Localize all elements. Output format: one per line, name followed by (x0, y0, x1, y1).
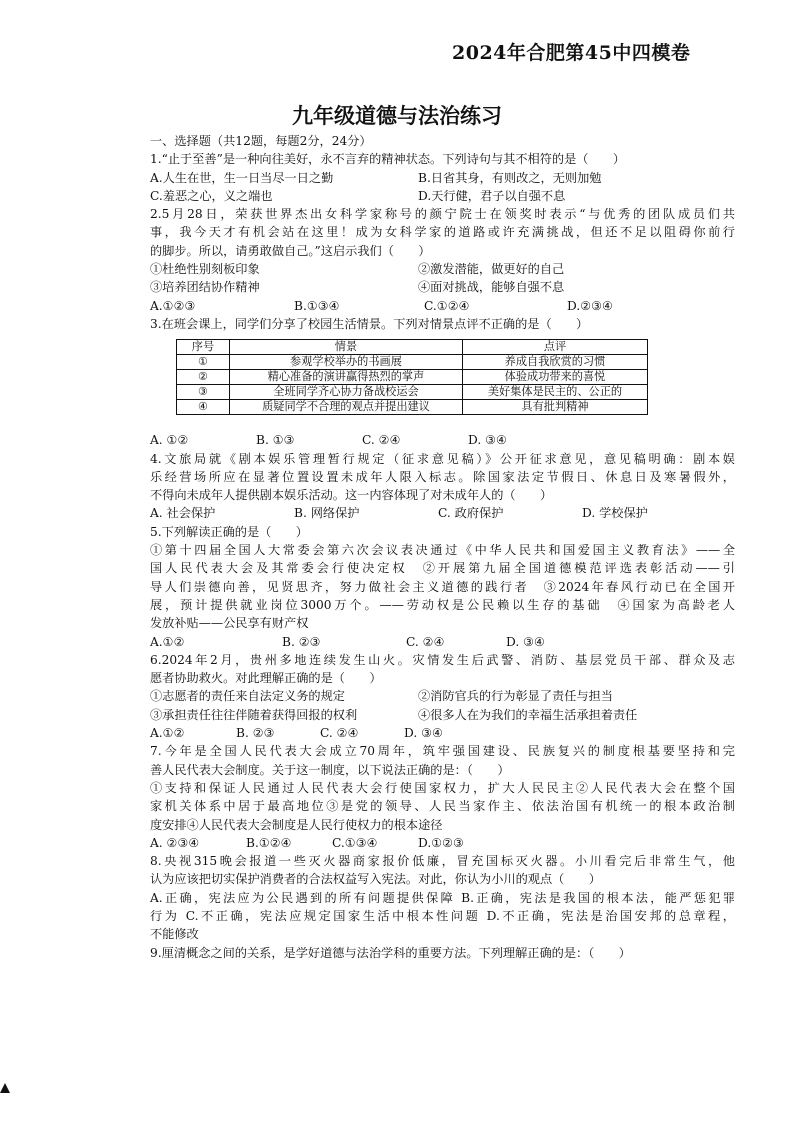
question-3-option-d: D. ③④ (468, 433, 507, 448)
question-4-stem-line-2: 乐经营场所应在显著位置设置未成年人限入标志。除国家法定节假日、休息日及寒暑假外， (150, 469, 735, 484)
question-5-stem: 5.下列解读正确的是（ ） (150, 524, 308, 539)
question-9-stem: 9.厘清概念之间的关系，是学好道德与法治学科的重要方法。下列理解正确的是：（ ） (150, 945, 631, 960)
scenario-table (176, 339, 648, 415)
question-6-stem-line-1: 6.2024年2月，贵州多地连续发生山火。灾情发生后武警、消防、基层党员干部、群众及志 (150, 652, 735, 667)
question-7-stem-line-1: 7.今年是全国人民代表大会成立70周年，筑牢强国建设、民族复兴的制度根基要坚持和完 (150, 744, 735, 759)
table-cell-comment: 体验成功带来的喜悦 (463, 370, 648, 385)
question-7-line-1: ①支持和保证人民通过人民代表大会行使国家权力，扩大人民民主②人民代表大会在整个国 (150, 780, 735, 795)
question-7-stem-line-2: 善人民代表大会制度。关于这一制度，以下说法正确的是：（ ） (150, 762, 510, 777)
question-2-stem-line-3: 的脚步。所以，请勇敢做自己。”这启示我们（ ） (150, 243, 431, 258)
table-cell-no: ③ (177, 385, 230, 400)
question-2-statements-row-1 (150, 260, 735, 278)
table-row (177, 385, 648, 400)
question-1-option-c: C.羞恶之心，义之端也 (150, 188, 273, 203)
table-header-no: 序号 (177, 340, 230, 355)
question-4-option-b: B. 网络保护 (294, 506, 360, 521)
question-8-stem-line-1: 8.央视315晚会报道一些灭火器商家报价低廉，冒充国标灭火器。小川看完后非常生气，他 (150, 854, 735, 869)
question-6-stem-line-2: 愿者协助救火。对此理解正确的是（ ） (150, 671, 382, 686)
question-1-options-row-2 (150, 187, 735, 205)
question-7-option-c: C.①③④ (332, 835, 378, 850)
question-7-option-a: A. ②③④ (150, 835, 200, 850)
question-8-stem-line-2: 认为应该把切实保护消费者的合法权益写入宪法。对此，你认为小川的观点（ ） (150, 872, 601, 887)
question-5-options (150, 633, 735, 651)
question-2-stem-line-1: 2.5月28日，荣获世界杰出女科学家称号的颜宁院士在领奖时表示“与优秀的团队成员们共 (150, 207, 735, 222)
question-2-stem-line-2: 事，我今天才有机会站在这里！成为女科学家的道路或许充满挑战，但还不足以阻碍你前行 (150, 225, 735, 240)
question-4-option-a: A. 社会保护 (150, 506, 216, 521)
question-2-statement-1: ①杜绝性别刻板印象 (150, 262, 260, 277)
question-6-option-b: B. ②③ (236, 726, 275, 741)
question-6-options (150, 724, 735, 742)
question-2-statement-2: ②激发潜能，做更好的自己 (418, 262, 565, 277)
question-4-option-c: C. 政府保护 (438, 506, 504, 521)
question-3-option-c: C. ②④ (362, 433, 401, 448)
section-heading: 一、选择题（共12题，每题2分，24分） (150, 134, 372, 148)
question-7-option-d: D.①②③ (418, 835, 464, 850)
question-8-line-1: A.正确，宪法应为公民遇到的所有问题提供保障 B.正确，宪法是我国的根本法，能严惩犯罪 (150, 890, 735, 905)
question-6-statement-4: ④很多人在为我们的幸福生活承担着责任 (418, 707, 638, 722)
question-8-line-2: 行为 C.不正确，宪法应规定国家生活中根本性问题 D.不正确，宪法是治国安邦的总章程， (150, 908, 735, 923)
question-5-option-b: B. ②③ (282, 634, 321, 649)
question-6-statements-row-1 (150, 687, 735, 705)
exam-title: 九年级道德与法治练习 (292, 103, 502, 128)
question-1-option-a: A.人生在世，生一日当尽一日之勤 (150, 170, 334, 185)
exam-name-header: 2024年合肥第45中四模卷 (452, 42, 691, 64)
question-5-line-1: ①第十四届全国人大常委会第六次会议表决通过《中华人民共和国爱国主义教育法》——全 (150, 543, 735, 558)
question-1-stem: 1.“止于至善”是一种向往美好，永不言弃的精神状态。下列诗句与其不相符的是（ ） (150, 152, 626, 167)
question-2-option-d: D.②③④ (567, 298, 613, 313)
question-6-option-d: D. ③④ (404, 726, 443, 741)
question-6-statement-2: ②消防官兵的行为彰显了责任与担当 (418, 689, 613, 704)
question-2-options (150, 297, 735, 315)
question-7-option-b: B.①②④ (246, 835, 292, 850)
table-cell-scene: 精心准备的演讲赢得热烈的掌声 (230, 370, 463, 385)
table-header-row (177, 340, 648, 355)
question-1-option-b: B.日省其身，有则改之，无则加勉 (418, 170, 602, 185)
table-cell-scene: 参观学校举办的书画展 (230, 355, 463, 370)
question-5-option-c: C. ②④ (406, 634, 445, 649)
table-cell-no: ④ (177, 400, 230, 415)
question-5-option-d: D. ③④ (506, 634, 545, 649)
question-6-option-a: A.①② (150, 726, 185, 741)
question-5-line-5: 发放补贴——公民享有财产权 (150, 616, 309, 631)
table-cell-no: ② (177, 370, 230, 385)
question-2-option-a: A.①②③ (150, 298, 196, 313)
question-8-line-3: 不能修改 (150, 927, 199, 942)
question-7-line-3: 度安排④人民代表大会制度是人民行使权力的根本途径 (150, 817, 443, 832)
question-6-option-c: C. ②④ (320, 726, 359, 741)
question-6-statement-3: ③承担责任往往伴随着获得回报的权利 (150, 707, 358, 722)
question-3-stem: 3.在班会课上，同学们分享了校园生活情景。下列对情景点评不正确的是（ ） (150, 316, 589, 331)
table-cell-scene: 质疑同学不合理的观点并提出建议 (230, 400, 463, 415)
question-1-option-d: D.天行健，君子以自强不息 (418, 188, 566, 203)
question-6-statements-row-2 (150, 706, 735, 724)
question-1-options-row-1 (150, 169, 735, 187)
table-row (177, 370, 648, 385)
table-header-comment: 点评 (463, 340, 648, 355)
scan-edge-mark (0, 1083, 10, 1093)
question-4-stem-line-3: 不得向未成年人提供剧本娱乐活动。这一内容体现了对未成年人的（ ） (150, 488, 553, 503)
table-row (177, 400, 648, 415)
question-2-statement-4: ④面对挑战，能够自强不息 (418, 280, 565, 295)
table-row (177, 355, 648, 370)
question-3-options (150, 431, 735, 449)
table-cell-comment: 具有批判精神 (463, 400, 648, 415)
question-2-statements-row-2 (150, 278, 735, 296)
question-6-statement-1: ①志愿者的责任来自法定义务的规定 (150, 689, 345, 704)
table-cell-comment: 美好集体是民主的、公正的 (463, 385, 648, 400)
question-2-statement-3: ③培养团结协作精神 (150, 280, 260, 295)
question-5-line-2: 国人民代表大会及其常委会行使决定权 ②开展第九届全国道德模范评选表彰活动——引 (150, 561, 735, 576)
question-7-options (150, 834, 735, 852)
question-5-option-a: A.①② (150, 634, 185, 649)
question-3-option-b: B. ①③ (256, 433, 295, 448)
question-3-option-a: A. ①② (150, 433, 189, 448)
question-5-line-4: 展，预计提供就业岗位3000万个。——劳动权是公民赖以生存的基础 ④国家为高龄老人 (150, 597, 735, 612)
table-header-scene: 情景 (230, 340, 463, 355)
table-cell-no: ① (177, 355, 230, 370)
question-2-option-c: C.①②④ (424, 298, 470, 313)
question-2-option-b: B.①③④ (294, 298, 340, 313)
question-list (150, 132, 735, 962)
question-7-line-2: 家机关体系中居于最高地位③是党的领导、人民当家作主、依法治国有机统一的根本政治制 (150, 799, 735, 814)
question-4-stem-line-1: 4.文旅局就《剧本娱乐管理暂行规定（征求意见稿）》公开征求意见，意见稿明确：剧本娱 (150, 451, 735, 466)
question-4-options (150, 504, 735, 522)
table-cell-scene: 全班同学齐心协力备战校运会 (230, 385, 463, 400)
question-4-option-d: D. 学校保护 (582, 506, 648, 521)
table-cell-comment: 养成自我欣赏的习惯 (463, 355, 648, 370)
question-5-line-3: 导人们崇德向善，见贤思齐，努力做社会主义道德的践行者 ③2024年春风行动已在全国开 (150, 579, 735, 594)
